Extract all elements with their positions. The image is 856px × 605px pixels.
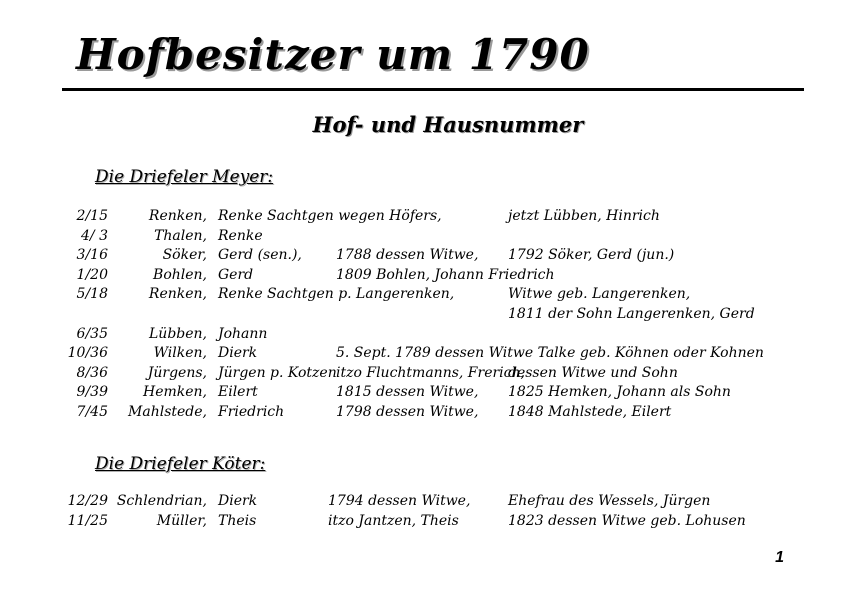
owner-detail: Gerd (sen.), <box>218 247 302 264</box>
owner-surname: Jürgens, <box>147 364 207 381</box>
page-title: Hofbesitzer um 1790 <box>76 30 590 79</box>
owner-detail: Gerd <box>218 266 254 283</box>
later-owner-detail: 1792 Söker, Gerd (jun.) <box>508 247 675 264</box>
owner-surname: Schlendrian, <box>116 493 207 509</box>
house-number: 11/25 <box>67 513 108 529</box>
house-number: 2/15 <box>76 208 108 224</box>
owner-detail: Johann <box>218 325 268 342</box>
later-owner-detail: jetzt Lübben, Hinrich <box>508 208 660 224</box>
owner-detail: Dierk <box>218 493 258 509</box>
house-number: 6/35 <box>76 325 108 342</box>
owner-surname: Hemken, <box>142 384 207 401</box>
later-owner-detail: Witwe geb. Langerenken, <box>508 286 691 303</box>
later-owner-detail: 1825 Hemken, Johann als Sohn <box>508 384 731 401</box>
house-number: 9/39 <box>76 384 108 401</box>
owner-detail: Renke Sachtgen p. Langerenken, <box>218 286 455 303</box>
owner-detail: Renke <box>218 227 263 244</box>
owner-surname: Wilken, <box>153 345 207 362</box>
owner-detail: Renke Sachtgen wegen Höfers, <box>218 208 442 224</box>
later-owner-detail: 1848 Mahlstede, Eilert <box>508 404 672 420</box>
successor-detail: itzo Jantzen, Theis <box>328 513 459 529</box>
later-owner-detail: 1811 der Sohn Langerenken, Gerd <box>508 306 755 322</box>
house-number: 5/18 <box>76 286 108 303</box>
successor-detail: itzo Fluchtmanns, Frerich, <box>336 364 525 381</box>
title-rule <box>62 88 804 91</box>
owner-detail: Friedrich <box>218 404 285 420</box>
owner-surname: Söker, <box>162 247 207 264</box>
section-heading-meyer: Die Driefeler Meyer: <box>95 167 274 187</box>
owner-detail: Theis <box>218 513 257 529</box>
house-number: 3/16 <box>76 247 108 264</box>
section-heading-koeter: Die Driefeler Köter: <box>95 454 266 474</box>
house-number: 1/20 <box>76 266 108 283</box>
owner-surname: Müller, <box>156 513 207 529</box>
successor-detail: 5. Sept. 1789 dessen Witwe Talke geb. Köhnen oder Kohnen <box>336 345 764 362</box>
later-owner-detail: 1823 dessen Witwe geb. Lohusen <box>508 513 746 529</box>
successor-detail: 1788 dessen Witwe, <box>336 247 479 264</box>
successor-detail: 1809 Bohlen, Johann Friedrich <box>336 266 555 283</box>
owner-surname: Mahlstede, <box>128 404 207 420</box>
owner-surname: Renken, <box>148 208 207 224</box>
successor-detail: 1815 dessen Witwe, <box>336 384 479 401</box>
house-number: 4/ 3 <box>81 227 108 244</box>
house-number: 7/45 <box>76 404 108 420</box>
house-number: 10/36 <box>67 345 108 362</box>
later-owner-detail: dessen Witwe und Sohn <box>508 364 678 381</box>
successor-detail: 1794 dessen Witwe, <box>328 493 471 509</box>
owner-detail: Jürgen p. Kotzen <box>218 364 337 381</box>
page-number: 1 <box>775 549 784 566</box>
owner-surname: Thalen, <box>154 227 207 244</box>
subtitle: Hof- und Hausnummer <box>312 112 584 137</box>
owner-detail: Eilert <box>218 384 258 401</box>
house-number: 12/29 <box>67 493 108 509</box>
owner-surname: Bohlen, <box>153 266 207 283</box>
house-number: 8/36 <box>76 364 108 381</box>
owner-surname: Lübben, <box>149 325 207 342</box>
owner-surname: Renken, <box>148 286 207 303</box>
later-owner-detail: Ehefrau des Wessels, Jürgen <box>508 493 711 509</box>
owner-detail: Dierk <box>218 345 258 362</box>
successor-detail: 1798 dessen Witwe, <box>336 404 479 420</box>
